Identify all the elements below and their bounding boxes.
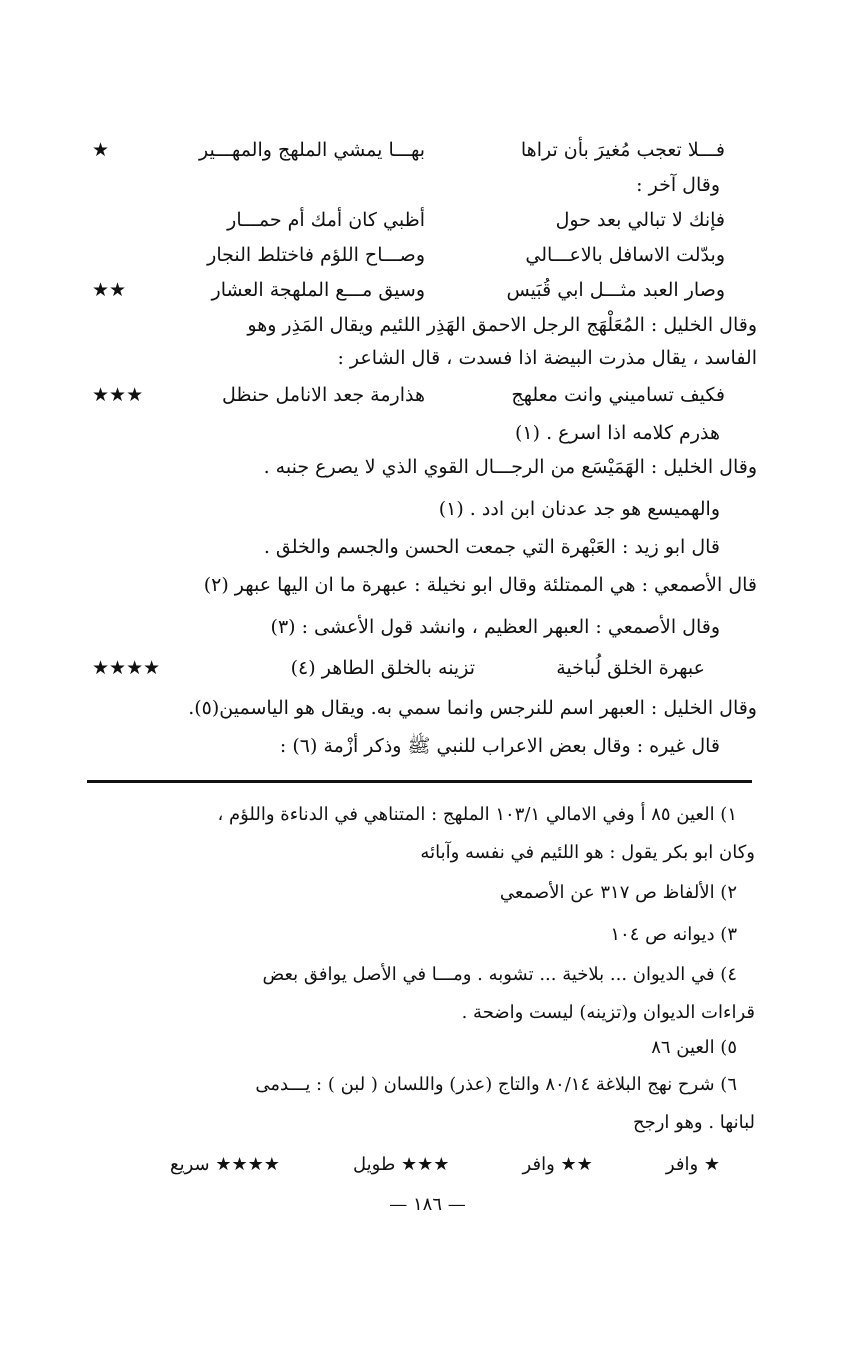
verse-second-hemistich: وسيق مـــع الملهجة العشار (211, 279, 425, 301)
text-line: وقال آخر : (636, 174, 720, 196)
meter-legend (170, 1150, 720, 1182)
meter-star-mark: ★ (92, 139, 110, 161)
footnote: ٣) ديوانه ص ١٠٤ (610, 924, 737, 945)
text-line: وقال الخليل : العبهر اسم للنرجس وانما سمي به. ويقال هو الياسمين(٥). (188, 697, 757, 719)
text-line: وقال الأصمعي : العبهر العظيم ، وانشد قول الأعشى : (٣) (270, 616, 720, 638)
footnote-continuation: لبانها . وهو ارجح (632, 1112, 755, 1133)
verse-first-hemistich: فكيف تساميني وانت معلهج (511, 384, 725, 406)
verse-second-hemistich: بهـــا يمشي الملهج والمهـــير (199, 139, 425, 161)
verse-second-hemistich: هذارمة جعد الانامل حنظل (221, 384, 425, 406)
verse-first-hemistich: فـــلا تعجب مُغيرَ بأن تراها (520, 139, 725, 161)
verse-line (92, 205, 725, 237)
verse-first-hemistich: وبدّلت الاسافل بالاعـــالي (525, 244, 725, 266)
footnote-divider (87, 780, 752, 783)
meter-star-mark: ★★★★ (92, 657, 161, 679)
page-number: — ١٨٦ — (389, 1194, 466, 1215)
verse-second-hemistich: أظبي كان أمك أم حمـــار (227, 209, 425, 231)
meter-star-mark: ★★ (92, 279, 127, 301)
text-line: قال الأصمعي : هي الممتلئة وقال ابو نخيلة : عبهرة ما ان اليها عبهر (٢) (203, 574, 757, 596)
footnote: ٦) شرح نهج البلاغة ٨٠/١٤ والتاج (عذر) واللسان ( لبن ) : يـــدمى (255, 1074, 737, 1095)
meter-legend-item: ★★★★ سريع (170, 1154, 280, 1175)
verse-second-hemistich: تزينه بالخلق الطاهر (٤) (290, 657, 475, 679)
verse-first-hemistich: وصار العبد مثـــل ابي قُبَيس (506, 279, 725, 301)
footnote: ٥) العين ٨٦ (651, 1037, 737, 1058)
text-line: وقال الخليل : المُعَلْهَج الرجل الاحمق الهَذِر اللئيم ويقال المَذِر وهو (247, 314, 757, 336)
footnote: ١) العين ٨٥ أ وفي الامالي ١٠٣/١ الملهج : المتناهي في الدناءة واللؤم ، (217, 804, 737, 825)
footnote: ٢) الألفاظ ص ٣١٧ عن الأصمعي (499, 882, 737, 903)
meter-legend-item: ★★★ طويل (353, 1154, 450, 1175)
text-line: قال ابو زيد : العَبْهرة التي جمعت الحسن والجسم والخلق . (263, 536, 720, 558)
verse-line (92, 653, 705, 685)
text-line: قال غيره : وقال بعض الاعراب للنبي ﷺ وذكر أزْمة (٦) : (279, 735, 720, 757)
text-line: والهميسع هو جد عدنان ابن ادد . (١) (438, 498, 720, 520)
verse-line (92, 275, 725, 307)
text-line: هذرم كلامه اذا اسرع . (١) (514, 422, 720, 444)
verse-second-hemistich: وصـــاح اللؤم فاختلط النجار (207, 244, 425, 266)
text-line: الفاسد ، يقال مذرت البيضة اذا فسدت ، قال الشاعر : (337, 347, 757, 369)
meter-legend-item: ★ وافر (665, 1154, 720, 1175)
footnote-continuation: وكان ابو بكر يقول : هو اللئيم في نفسه وآبائه (420, 842, 755, 863)
footnote: ٤) في الديوان ... بلاخية ... تشوبه . ومـــا في الأصل يوافق بعض (262, 964, 737, 985)
verse-first-hemistich: عبهرة الخلق لُباخية (556, 657, 705, 679)
verse-line (92, 135, 725, 167)
text-line: وقال الخليل : الهَمَيْسَع من الرجـــال القوي الذي لا يصرع جنبه . (263, 456, 757, 478)
meter-star-mark: ★★★ (92, 384, 144, 406)
meter-legend-item: ★★ وافر (522, 1154, 593, 1175)
footnote-continuation: قراءات الديوان و(تزينه) ليست واضحة . (461, 1002, 755, 1023)
verse-first-hemistich: فإنك لا تبالي بعد حول (555, 209, 725, 231)
verse-line (92, 380, 725, 412)
verse-line (92, 240, 725, 272)
